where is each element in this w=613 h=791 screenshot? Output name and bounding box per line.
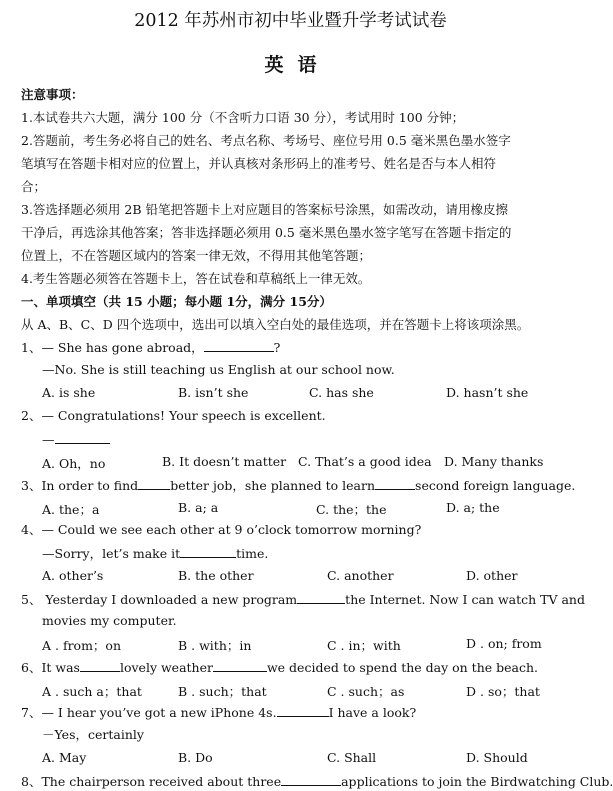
q2-option-b: B. It doesn’t matter — [162, 454, 287, 469]
question-5-stem — [21, 591, 585, 608]
q3-option-b: B. a; a — [178, 500, 219, 515]
note-line-5: 3.答选择题必须用 2B 铅笔把答题卡上对应题目的答案标号涂黑，如需改动，请用橡皮擦 — [21, 202, 509, 217]
q5-text-a: 5、 Yesterday I downloaded a new program — [21, 592, 298, 607]
q2-option-c: C. That’s a good idea — [298, 454, 432, 469]
q6-option-a: A . such a；that — [42, 684, 142, 699]
q6-blank-1 — [80, 659, 120, 672]
q2-dash: — — [42, 432, 55, 447]
note-line-1: 1.本试卷共六大题，满分 100 分（不含听力口语 30 分），考试用时 100 分钟； — [21, 110, 465, 125]
q7-blank — [277, 704, 329, 717]
question-2-reply — [42, 431, 110, 448]
question-3-stem — [21, 477, 575, 494]
section-instruction: 从 A、B、C、D 四个选项中，选出可以填入空白处的最佳选项，并在答题卡上将该项涂黑。 — [21, 317, 530, 332]
q7-option-a: A. May — [42, 750, 87, 765]
q3-option-d: D. a; the — [446, 500, 500, 515]
subject-title: 英语 — [264, 54, 331, 76]
q5-option-b: B . with；in — [178, 638, 252, 653]
q6-option-b: B . such；that — [178, 684, 267, 699]
q1-option-b: B. isn’t she — [178, 385, 249, 400]
note-line-6: 干净后，再选涂其他答案；答非选择题必须用 0.5 毫米黑色墨水签字笔写在答题卡指定的 — [21, 225, 512, 240]
note-line-7: 位置上，不在答题区域内的答案一律无效，不得用其他笔答题； — [21, 248, 372, 263]
q7-option-d: D. Should — [466, 750, 528, 765]
q6-option-c: C . such；as — [327, 684, 405, 699]
q1-text-b: ? — [273, 340, 281, 355]
q3-text-c: second foreign language. — [415, 478, 576, 493]
q1-option-c: C. has she — [309, 385, 374, 400]
q7-text-b: I have a look? — [328, 705, 417, 720]
q4-text-c: time. — [236, 546, 269, 561]
note-line-8: 4.考生答题必须答在答题卡上，答在试卷和草稿纸上一律无效。 — [21, 271, 371, 286]
q8-text-a: 8、The chairperson received about three — [21, 774, 282, 789]
q4-option-c: C. another — [327, 568, 394, 583]
q6-option-d: D . so；that — [466, 684, 540, 699]
q5-text-b: the Internet. Now I can watch TV and — [345, 592, 585, 607]
q6-text-b: lovely weather — [119, 660, 213, 675]
q3-blank-1 — [138, 477, 170, 490]
q3-text-b: better job，she planned to learn — [170, 478, 376, 493]
q4-blank — [180, 545, 236, 558]
q8-text-b: applications to join the Birdwatching Club. — [341, 774, 613, 789]
q1-text-a: 1、— She has gone abroad， — [21, 340, 204, 355]
q7-option-b: B. Do — [178, 750, 213, 765]
q3-blank-2 — [375, 477, 415, 490]
question-2-stem: 2、— Congratulations! Your speech is excellent. — [21, 408, 326, 423]
q6-blank-2 — [213, 659, 267, 672]
q2-blank — [55, 431, 110, 444]
q4-option-b: B. the other — [178, 568, 254, 583]
q1-option-d: D. hasn’t she — [446, 385, 529, 400]
q2-option-a: A. Oh，no — [42, 456, 106, 471]
question-6-stem — [21, 659, 538, 676]
notes-heading: 注意事项： — [21, 87, 84, 102]
q6-text-a: 6、It was — [21, 660, 80, 675]
q3-text-a: 3、In order to find — [21, 478, 139, 493]
q5-option-d: D . on; from — [466, 636, 542, 651]
q5-blank — [297, 591, 345, 604]
q2-option-d: D. Many thanks — [444, 454, 544, 469]
section-title: 一、单项填空（共 15 小题；每小题 1分，满分 15分） — [21, 294, 332, 309]
q8-blank — [281, 773, 341, 786]
q5-option-c: C . in；with — [327, 638, 401, 653]
question-1-stem — [21, 339, 280, 356]
q3-option-c: C. the；the — [316, 502, 387, 517]
note-line-4: 合； — [21, 179, 47, 194]
q4-option-a: A. other’s — [42, 568, 104, 583]
q1-option-a: A. is she — [42, 385, 96, 400]
question-8-stem — [21, 773, 613, 790]
question-4-stem: 4、— Could we see each other at 9 o’clock tomorrow morning? — [21, 522, 422, 537]
question-7-reply: －Yes，certainly — [42, 727, 144, 742]
question-7-stem — [21, 704, 416, 721]
q3-option-a: A. the；a — [42, 502, 100, 517]
q4-text-b: —Sorry，let’s make it — [42, 546, 181, 561]
q1-blank — [204, 339, 274, 352]
exam-title: 2012 年苏州市初中毕业暨升学考试试卷 — [134, 11, 447, 31]
q6-text-c: we decided to spend the day on the beach. — [266, 660, 538, 675]
note-line-3: 笔填写在答题卡相对应的位置上，并认真核对条形码上的准考号、姓名是否与本人相符 — [21, 156, 497, 171]
question-4-reply — [42, 545, 268, 562]
q7-text-a: 7、— I hear you’ve got a new iPhone 4s. — [21, 705, 277, 720]
q4-option-d: D. other — [466, 568, 518, 583]
q7-option-c: C. Shall — [327, 750, 377, 765]
question-1-reply: —No. She is still teaching us English at our school now. — [42, 362, 395, 377]
note-line-2: 2.答题前，考生务必将自己的姓名、考点名称、考场号、座位号用 0.5 毫米黑色墨水签字 — [21, 133, 511, 148]
question-5-cont: movies my computer. — [42, 613, 177, 628]
q5-option-a: A . from；on — [42, 638, 122, 653]
